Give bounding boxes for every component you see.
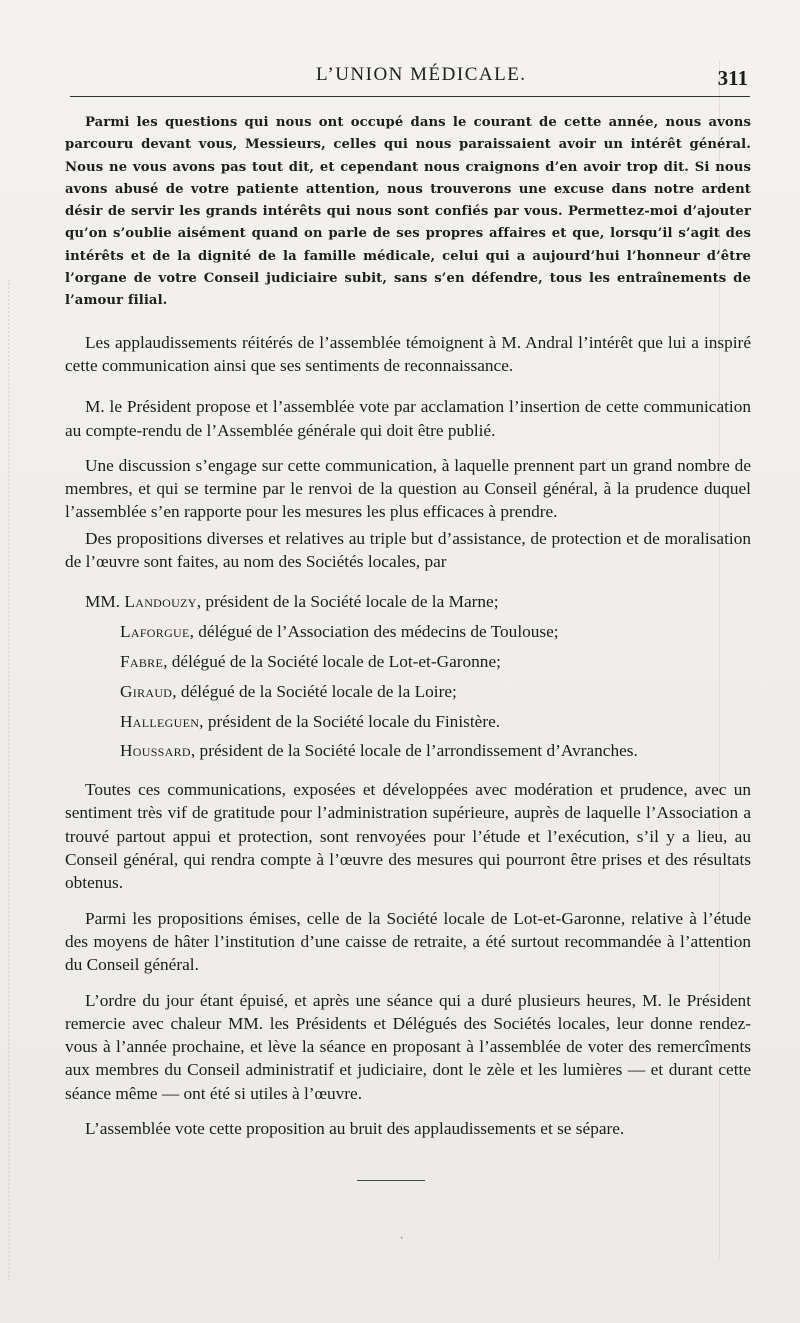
delegate-role: , président de la Société locale du Finistère. — [199, 711, 501, 731]
delegate-role: , délégué de la Société locale de la Loire; — [172, 681, 457, 701]
paragraph-propositions: Des propositions diverses et relatives au triple but d’assistance, de protection et de moralisation de l’œuvre sont faites, au nom des Sociétés locales, par — [65, 528, 751, 572]
body-text — [65, 112, 751, 1140]
paragraph-communications: Toutes ces communications, exposées et développées avec modération et prudence, avec un sentiment très vif de gratitude pour l’administration supérieure, auprès de laquelle l’Association a trouvé partout appui et protection, sont renvoyées pour l’étude et l’exécution, s’il y a lieu, au Conseil général, qui rendra compte à l’œuvre des mesures qui pourront être prises et des résultats obtenus. — [65, 780, 751, 893]
delegate-role: , délégué de la Société locale de Lot-et-Garonne; — [163, 651, 501, 671]
page-number: 311 — [717, 66, 748, 90]
delegates-prefix: MM. — [85, 592, 121, 612]
paragraph-retirement-fund: Parmi les propositions émises, celle de la Société locale de Lot-et-Garonne, relative à l’étude des moyens de hâter l’institution d’une caisse de retraite, a été surtout recommandée à l’attention du Conseil général. — [65, 908, 751, 975]
delegate-item — [65, 736, 751, 766]
delegate-item — [65, 647, 751, 677]
delegate-name: Laforgue — [120, 622, 190, 642]
running-title: L’UNION MÉDICALE. — [316, 64, 527, 85]
delegate-name: Fabre — [120, 651, 164, 671]
paragraph-closing-speech: Parmi les questions qui nous ont occupé dans le courant de cette année, nous avons parcouru devant vous, Messieurs, celles qui nous paraissaient avoir un intérêt général. Nous ne vous avons pas tout dit, et cependant nous craignons d’en avoir trop dit. Si nous avons abusé de votre patiente attention, nous trouverons une excuse dans notre ardent désir de servir les grands intérêts qui nous sont confiés par vous. Permettez-moi d’ajouter qu’on s’oublie aisément quand on parle de ses propres affaires et que, lorsqu’il s’agit des intérêts et de la dignité de la famille médicale, celui qui a aujourd’hui l’honneur d’être l’organe de votre Conseil judiciaire subit, sans s’en défendre, tous les entraînements de l’amour filial. — [65, 115, 751, 309]
delegate-item — [65, 677, 751, 707]
delegate-name: Houssard — [120, 741, 191, 761]
paragraph-president-vote: M. le Président propose et l’assemblée vote par acclamation l’insertion de cette communication au compte-rendu de l’Assemblée générale qui doit être publié. — [65, 397, 751, 440]
delegate-name: Halleguen — [120, 711, 200, 731]
paragraph-assembly-adjourns: L’assemblée vote cette proposition au bruit des applaudissements et se sépare. — [85, 1118, 625, 1138]
delegate-role: , président de la Société locale de l’arrondissement d’Avranches. — [190, 741, 638, 761]
end-rule — [357, 1180, 425, 1181]
delegate-item — [65, 707, 751, 737]
paragraph-agenda-closed: L’ordre du jour étant épuisé, et après une séance qui a duré plusieurs heures, M. le Président remercie avec chaleur MM. les Présidents et Délégués des Sociétés locales, leur donne rendez-vous à l’année prochaine, et lève la séance en proposant à l’assemblée de voter des remercîments aux membres du Conseil administratif et judiciaire, dont le zèle et les lumières — et durant cette séance même — ont été si utiles à l’œuvre. — [65, 990, 751, 1103]
page-header — [70, 62, 750, 96]
delegates-list — [65, 587, 751, 766]
delegate-item — [65, 587, 751, 617]
bleed-through-column — [8, 280, 50, 1280]
delegate-role: , délégué de l’Association des médecins de Toulouse; — [189, 622, 559, 642]
paragraph-discussion: Une discussion s’engage sur cette communication, à laquelle prennent part un grand nombre de membres, et qui se termine par le renvoi de la question au Conseil général, à la prudence duquel l’assemblée s’en rapporte pour les mesures les plus efficaces à prendre. — [65, 455, 751, 522]
paragraph-applause: Les applaudissements réitérés de l’assemblée témoignent à M. Andral l’intérêt que lui a inspiré cette communication ainsi que ses sentiments de reconnaissance. — [65, 332, 751, 375]
header-rule — [70, 96, 750, 97]
delegate-role: , président de la Société locale de la Marne; — [196, 592, 499, 612]
print-mark: ˎ — [400, 1228, 404, 1239]
delegate-item — [65, 617, 751, 647]
delegate-name: Landouzy — [124, 592, 197, 612]
delegate-name: Giraud — [120, 681, 173, 701]
